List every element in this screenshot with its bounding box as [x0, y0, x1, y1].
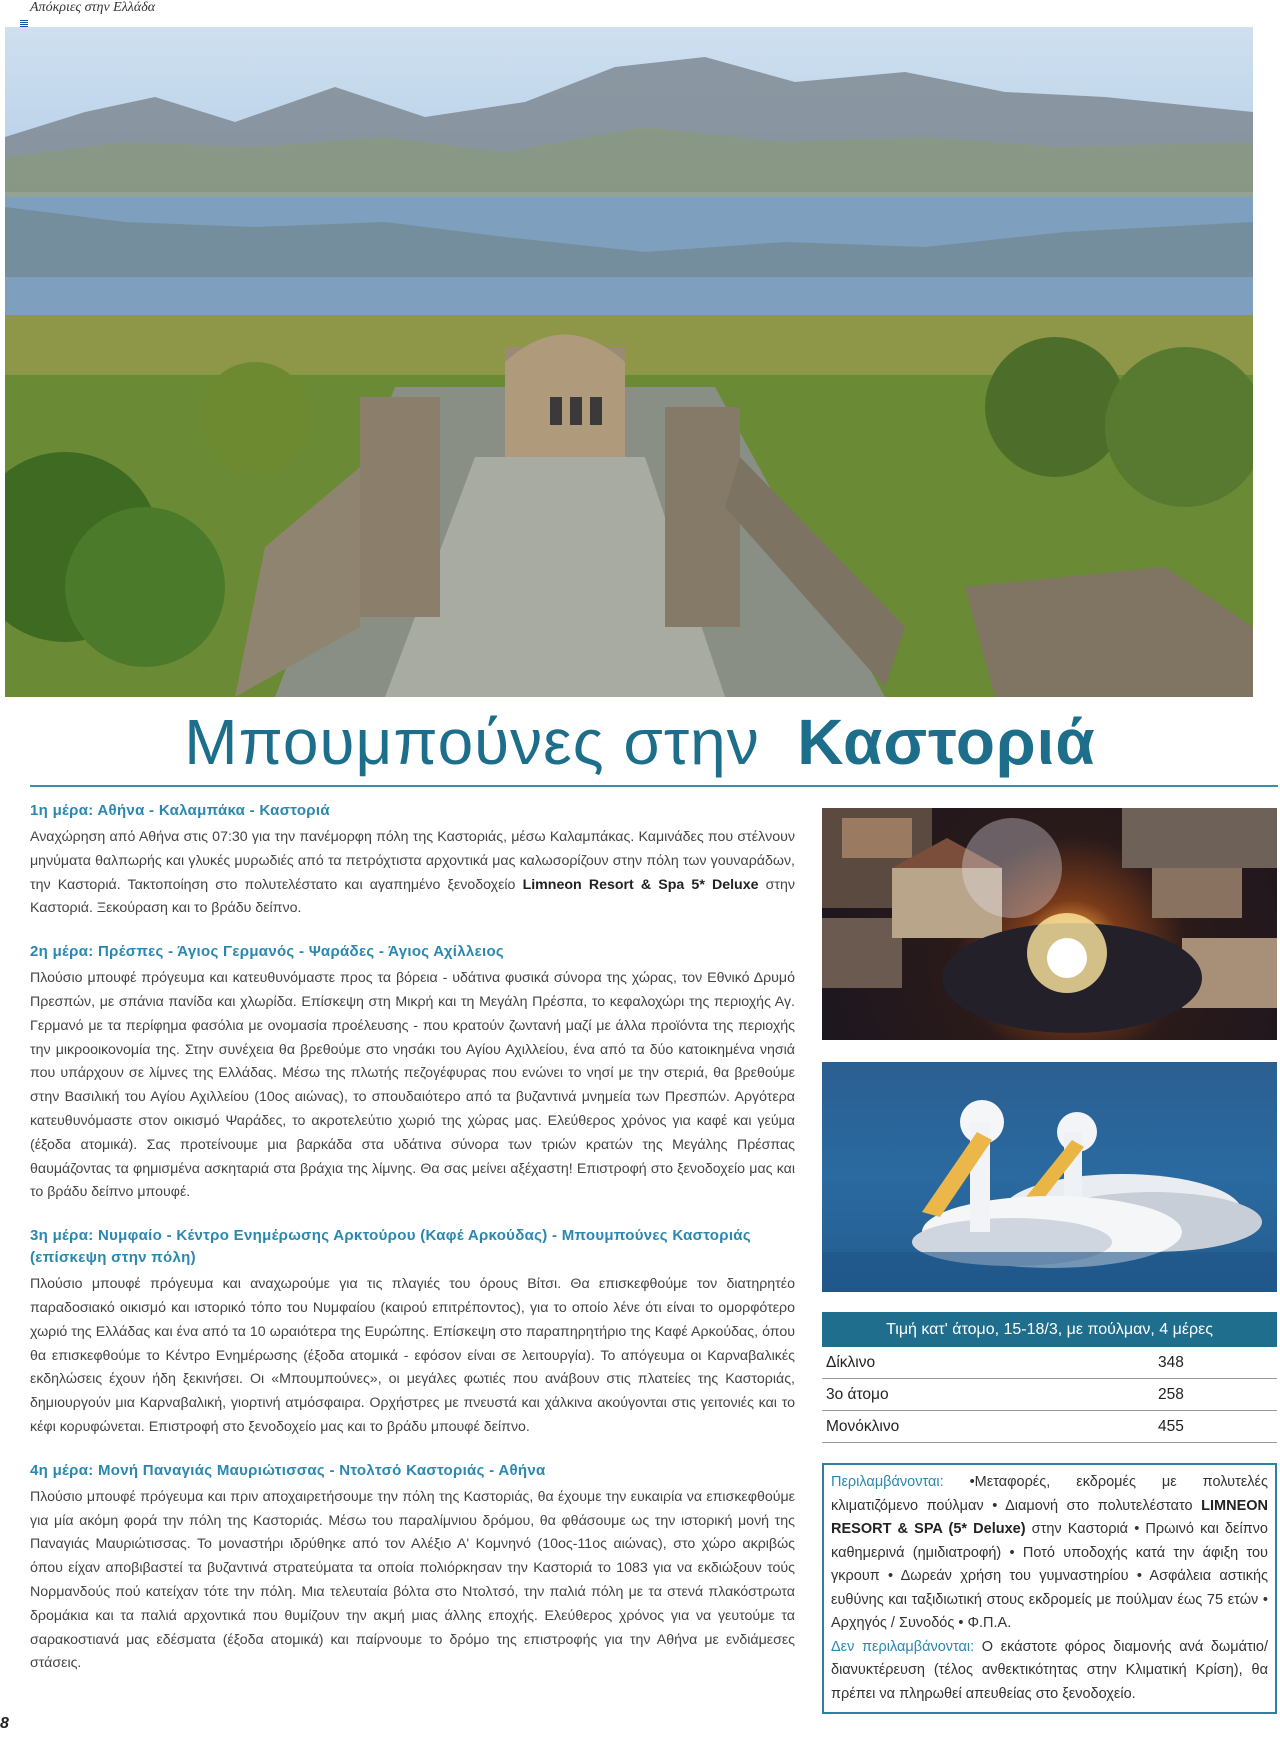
itinerary [30, 800, 795, 1696]
table-row [822, 1379, 1277, 1411]
day-1-title: 1η μέρα: Αθήνα - Καλαμπάκα - Καστοριά [30, 802, 330, 819]
includes-text: •Μεταφορές, εκδρομές με πολυτελές κλιματιζόμενο πούλμαν • Διαμονή στο πολυτελέστατο [831, 1474, 1268, 1514]
pelicans-photo [822, 1062, 1277, 1292]
title-part2: Καστοριά [797, 706, 1096, 778]
title-divider [30, 785, 1278, 787]
excludes-text: Ο εκάστοτε φόρος διαμονής ανά δωμάτιο/διανυκτέρευση (τέλος ανθεκτικότητας στην Κλιματική Κρίση), θα πρέπει να πληρωθεί απευθείας στο ξενοδοχείο. [831, 1638, 1269, 1702]
table-row [822, 1411, 1277, 1443]
title-part1: Μπουμπούνες στην [184, 706, 760, 778]
page-number: 8 [0, 1715, 9, 1732]
day-2-text: Πλούσιο μπουφέ πρόγευμα και κατευθυνόμαστε προς τα βόρεια - υδάτινα φυσικά σύνορα της χώρας, τον Εθνικό Δρυμό Πρεσπών, με σπάνια πανίδα και χλωρίδα. Επίσκεψη στη Μικρή και τη Μεγάλη Πρέσπα, το κεφαλοχώρι της περιοχής Αγ. Γερμανό με τα περίφημα φασόλια με ονομασία προέλευσης - που κρατούν ζωντανή μαζί με άλλα προϊόντα της περιοχής την μικροοικονομία της. Στην συνέχεια θα βρεθούμε στο νησάκι του Αγίου Αχιλλείου, ένα από τα δύο κατοικημένα νησιά που υπάρχουν σε λίμνες της Ελλάδας. Μέσω της πλωτής πεζογέφυρας που ενώνει το νησί με την στεριά, θα βρεθούμε στην Βασιλική του Αγίου Αχιλλείου (10ος αιώνας), το σπουδαιότερο από τα βυζαντινά μνημεία των Πρεσπών. Αργότερα κατευθυνόμαστε στον οικισμό Ψαράδες, το ακροτελεύτιο χωριό της χώρας μας. Ελεύθερος χρόνος για καφέ και γεύμα (έξοδα ατομικά). Σας προτείνουμε μια βαρκάδα στα υδάτινα σύνορα των τριών κρατών της Μεγάλης Πρέσπας θαυμάζοντας τα φημισμένα ασκηταριά στα βράχια της λίμνης. Θα σας μείνει αξέχαστη! Επιστροφή στο ξενοδοχείο μας και το βράδυ δείπνο μπουφέ. [30, 970, 795, 1201]
sidebar [822, 808, 1277, 1714]
day-4-title: 4η μέρα: Μονή Παναγιάς Μαυριώτισσας - Ντολτσό Καστοριάς - Αθήνα [30, 1461, 546, 1479]
price-value: 455 [1157, 1411, 1277, 1443]
pelicans-illustration [822, 1062, 1277, 1292]
includes-hotel: LIMNEON RESORT & SPA (5* Deluxe) [831, 1497, 1268, 1537]
price-header: Τιμή κατ' άτομο, 15-18/3, με πούλμαν, 4 μέρες [822, 1312, 1277, 1347]
basilica-illustration [5, 27, 1253, 697]
table-row [822, 1347, 1277, 1379]
day-2 [30, 941, 795, 1205]
page-title [0, 705, 1280, 779]
greek-flag-icon [20, 20, 28, 27]
includes-label: Περιλαμβάνονται: [831, 1474, 944, 1490]
section-label: Απόκριες στην Ελλάδα [30, 0, 156, 15]
day-4 [30, 1460, 795, 1676]
day-3-text: Πλούσιο μπουφέ πρόγευμα και αναχωρούμε για τις πλαγιές του όρους Βίτσι. Θα επισκεφθούμε τον διατηρητέο παραδοσιακό οικισμό και ιστορικό τόπο του Νυμφαίου (καιρού επιτρέποντος), για το οποίο λένε ότι είναι το ομορφότερο χωριό της Ελλάδας και ένα από τα 10 ωραιότερα της Ευρώπης. Επίσκεψη στο παραπηρητήριο της Καφέ Αρκούδας, όπου θα επισκεφθούμε το Κέντρο Ενημέρωσης (έξοδα ατομικά - εφόσον είναι σε λειτουργία). Το απόγευμα οι Καρναβαλικές εκδηλώσεις έχουν ήδη ξεκινήσει. Οι «Μπουμπούνες», οι μεγάλες φωτιές που ανάβουν στις πλατείες της Καστοριάς, δημιουργούν μια Καρναβαλική, γιορτινή ατμόσφαιρα. Ορχήστρες με πνευστά και χάλκινα ακούγονται στις γειτονιές και το κέφι κορυφώνεται. Επιστροφή στο ξενοδοχείο μας και το βράδυ μπουφέ δείπνο. [30, 1276, 795, 1435]
day-4-text: Πλούσιο μπουφέ πρόγευμα και πριν αποχαιρετήσουμε την πόλη της Καστοριάς, θα έχουμε την ευκαιρία να επισκεφθούμε για μία ακόμη φορά την πόλη της Καστοριάς. Μέσω του παραλίμνιου δρόμου, θα φθάσουμε ως την ιστορική μονή της Παναγιάς Μαυριώτισσας. Το μοναστήρι ιδρύθηκε από τον Αλέξιο Α' Κομνηνό (10ος-11ος αιώνας), στο χώρο ακριβώς όπου είχαν αποβιβαστεί τα βυζαντινά στρατεύματα τα οποία πολιόρκησαν την Καστοριά το 1083 για να εκδιώξουν τούς Νορμανδούς πού κατείχαν τότε την πόλη. Μια τελευταία βόλτα στο Ντολτσό, την παλιά πόλη με τα στενά πλακόστρωτα δρομάκια και τα παλιά αρχοντικά που θυμίζουν την ακμή μιας άλλης εποχής. Ελεύθερος χρόνος για να γευτούμε τα σαρακοστιανά μας εδέσματα (έξοδα ατομικά) και παίρνουμε το δρόμο της επιστροφής για την Αθήνα με ενδιάμεσες στάσεις. [30, 1488, 795, 1672]
excludes-label: Δεν περιλαμβάνονται: [831, 1638, 975, 1655]
bonfire-illustration [822, 808, 1277, 1040]
day-2-title: 2η μέρα: Πρέσπες - Άγιος Γερμανός - Ψαράδες - Άγιος Αχίλλειος [30, 943, 505, 961]
bonfire-photo [822, 808, 1277, 1040]
day-1 [30, 800, 795, 921]
hero-photo-basilica [5, 27, 1253, 697]
price-label: Μονόκλινο [822, 1411, 1157, 1443]
price-label: 3ο άτομο [822, 1379, 1157, 1411]
price-label: Δίκλινο [822, 1347, 1157, 1379]
day-3 [30, 1225, 795, 1440]
day-3-title: 3η μέρα: Νυμφαίο - Κέντρο Ενημέρωσης Αρκτούρου (Καφέ Αρκούδας) - Μπουμπούνες Καστοριάς (επίσκεψη στην πόλη) [30, 1227, 751, 1267]
day-1-text: Αναχώρηση από Αθήνα στις 07:30 για την πανέμορφη πόλη της Καστοριάς, μέσω Καλαμπάκας. Καμινάδες που στέλνουν μηνύματα θαλπωρής και γλυκές μυρωδιές από τα πετρόχτιστα αρχοντικά μας καλωσορίζουν στην πόλη των γουναράδων, την Καστοριά. Τακτοποίηση στο πολυτελέστατο και αγαπημένο ξενοδοχείο Limneon Resort & Spa 5* Deluxe στην Καστοριά. Ξεκούραση και το βράδυ δείπνο. [30, 829, 795, 917]
includes-box [822, 1463, 1277, 1714]
price-table [822, 1312, 1277, 1443]
price-value: 348 [1157, 1347, 1277, 1379]
price-value: 258 [1157, 1379, 1277, 1411]
includes-text-rest: στην Καστοριά • Πρωινό και δείπνο καθημερινά (ημιδιατροφή) • Ποτό υποδοχής κατά την άφιξη του γκρουπ • Δωρεάν χρήση του γυμναστηρίου • Ασφάλεια αστικής ευθύνης και ταξιδιωτική στους εκδρομείς με πούλμαν έως 75 ετών • Αρχηγός / Συνοδός • Φ.Π.Α. [831, 1521, 1268, 1631]
